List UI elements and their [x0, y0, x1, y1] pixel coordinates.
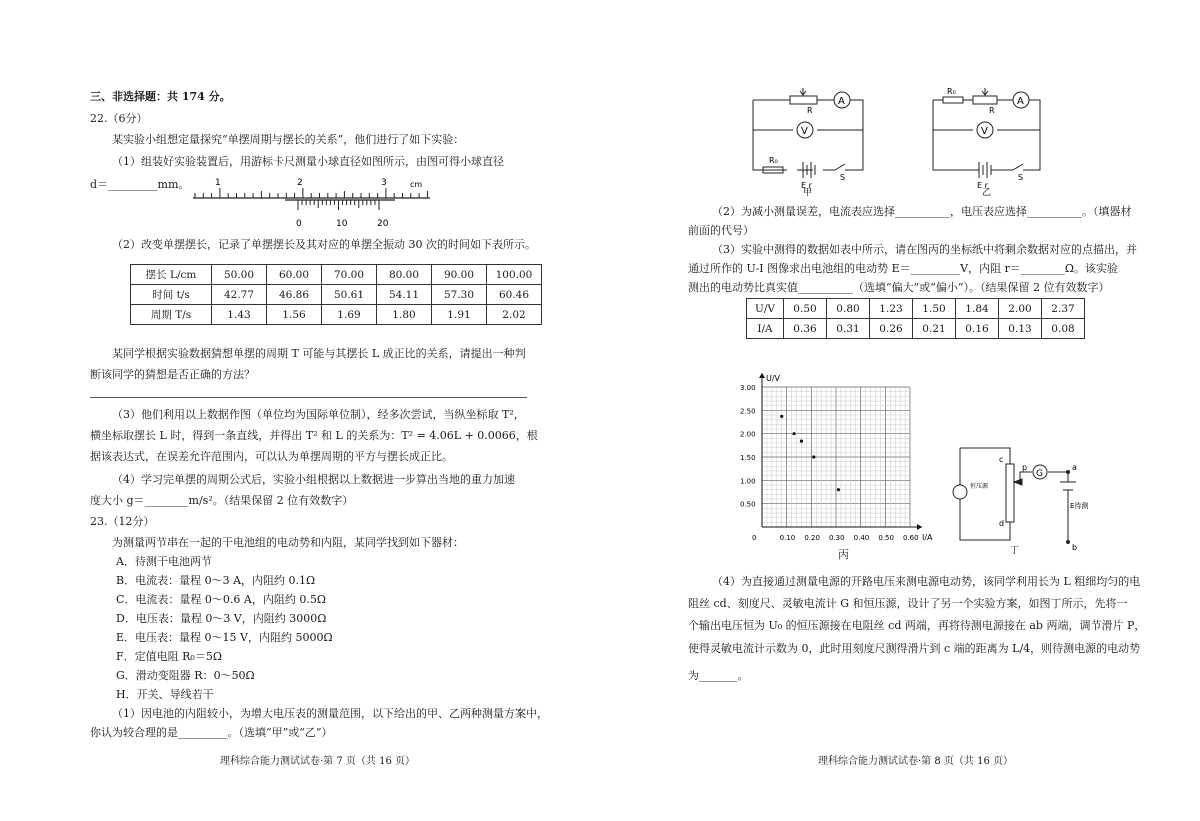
q23-item-b: B．电流表：量程 0～3 A，内阻约 0.1Ω — [116, 574, 316, 587]
terminal-b-dot — [1066, 540, 1070, 544]
x-axis-label: I/A — [922, 533, 933, 542]
x-tick-label: 0.50 — [878, 534, 894, 542]
constant-source-icon — [953, 485, 967, 499]
y-tick-label: 2.50 — [740, 407, 756, 416]
q23-item-a: A．待测干电池两节 — [116, 555, 212, 568]
table-cell: 0.21 — [913, 319, 956, 339]
q23-p1-line2: 你认为较合理的是_________。（选填“甲”或“乙”） — [90, 726, 333, 739]
x-tick-label: 0.40 — [853, 534, 870, 542]
table-cell: 1.69 — [322, 305, 377, 325]
label-d: d — [999, 519, 1005, 528]
page-footer-left: 理科综合能力测试试卷·第 7 页（共 16 页） — [220, 756, 415, 767]
row-label: U/V — [747, 299, 784, 319]
caliper-main-scale — [193, 188, 430, 198]
switch-label: S — [1018, 173, 1024, 182]
table-cell: 90.00 — [432, 265, 487, 285]
table-cell: 42.77 — [212, 285, 267, 305]
voltmeter-label: V — [801, 126, 808, 137]
table-row — [131, 265, 542, 285]
table-cell: 1.84 — [956, 299, 999, 319]
table-cell: 0.36 — [784, 319, 827, 339]
q23-item-d: D．电压表：量程 0～3 V，内阻约 3000Ω — [116, 612, 327, 625]
section-title: 三、非选择题：共 174 分。 — [90, 90, 231, 103]
table-cell: 54.11 — [377, 285, 432, 305]
table-cell: 2.37 — [1042, 299, 1085, 319]
row-label: 时间 t/s — [131, 285, 212, 305]
table-cell: 80.00 — [377, 265, 432, 285]
q23-p3-line2: 通过所作的 U-I 图像求出电池组的电动势 E＝_________V，内阻 r＝________Ω。该实验 — [688, 262, 1118, 275]
y-tick-label: 2.00 — [740, 430, 756, 439]
pendulum-table — [130, 264, 542, 325]
label-b: b — [1072, 543, 1078, 552]
table-cell: 46.86 — [267, 285, 322, 305]
q22-p1: （1）组装好实验装置后，用游标卡尺测量小球直径如图所示，由图可得小球直径 — [112, 155, 504, 168]
table-cell: 60.46 — [487, 285, 542, 305]
table-cell: 57.30 — [432, 285, 487, 305]
table-row — [747, 299, 1085, 319]
circuit-ding-caption: 丁 — [1010, 546, 1020, 556]
rheostat-label: R — [989, 106, 995, 115]
table-cell: 0.26 — [870, 319, 913, 339]
table-cell: 1.80 — [377, 305, 432, 325]
x-axis-arrow — [917, 524, 922, 530]
table-cell: 0.31 — [827, 319, 870, 339]
q22-p3-line2: 横坐标取摆长 L 时，得到一条直线，并得出 T² 和 L 的关系为：T² = 4.06L + 0.0066，根 — [90, 429, 538, 442]
data-point — [812, 455, 815, 458]
answer-line — [90, 397, 527, 398]
data-point — [780, 415, 783, 418]
y-tick-label: 3.00 — [740, 384, 756, 392]
circuit-jia-caption: 甲 — [803, 188, 813, 198]
circuit-yi-figure — [925, 80, 1055, 198]
ammeter-label: A — [838, 96, 845, 107]
table-cell: 2.02 — [487, 305, 542, 325]
table-row — [131, 285, 542, 305]
q23-p4-line3: 个输出电压恒为 U₀ 的恒压源接在电阻丝 cd 两端，再将待测电源接在 ab 两端，调节滑片 P， — [688, 619, 1146, 632]
q23-p4-line2: 阻丝 cd、刻度尺、灵敏电流计 G 和恒压源，设计了另一个实验方案，如图丁所示，先将一 — [688, 597, 1128, 610]
y-tick-label: 1.00 — [740, 477, 756, 486]
q22-number: 22.（6分） — [90, 112, 148, 125]
table-cell: 1.91 — [432, 305, 487, 325]
q22-p3-line1: （3）他们利用以上数据作图（单位均为国际单位制），经多次尝试，当纵坐标取 T²， — [112, 408, 525, 421]
vernier-caliper-figure — [185, 176, 435, 228]
row-label: I/A — [747, 319, 784, 339]
x-tick-label: 0 — [752, 534, 757, 542]
terminal-a-dot — [1066, 470, 1070, 474]
q22-p2: （2）改变单摆摆长，记录了单摆摆长及其对应的单摆全振动 30 次的时间如下表所示。 — [112, 238, 536, 251]
battery-label: E r — [977, 181, 988, 190]
q22-p4-line1: （4）学习完单摆的周期公式后，实验小组根据以上数据进一步算出当地的重力加速 — [112, 473, 515, 486]
y-axis-arrow — [759, 373, 765, 378]
q22-p3-line3: 据该表达式，在误差允许范围内，可以认为单摆周期的平方与摆长成正比。 — [90, 450, 453, 463]
table-cell: 100.00 — [487, 265, 542, 285]
x-tick-label: 0.60 — [903, 534, 919, 542]
label-a: a — [1072, 463, 1077, 472]
test-source-label: E待测 — [1070, 502, 1089, 510]
table-cell: 0.80 — [827, 299, 870, 319]
caliper-main-label-1: 1 — [215, 178, 221, 188]
q22-intro: 某实验小组想定量探究“单摆周期与摆长的关系”，他们进行了如下实验： — [112, 133, 465, 146]
table-row — [747, 319, 1085, 339]
q23-item-f: F．定值电阻 R₀＝5Ω — [116, 650, 222, 663]
q23-number: 23.（12分） — [90, 515, 155, 528]
q23-p4-line1: （4）为直接通过测量电源的开路电压来测电源电动势，该同学利用长为 L 粗细均匀的电 — [712, 575, 1141, 588]
q22-p4-line2: 度大小 g＝________m/s²。（结果保留 2 位有效数字） — [90, 494, 354, 507]
battery-label: E r — [801, 181, 812, 190]
table-cell: 0.16 — [956, 319, 999, 339]
label-p: p — [1022, 463, 1028, 472]
table-cell: 2.00 — [999, 299, 1042, 319]
ui-graph — [730, 362, 933, 562]
y-tick-label: 0.50 — [740, 500, 756, 509]
circuit-ding-figure — [948, 442, 1088, 554]
graph-bing-caption: 丙 — [838, 548, 849, 561]
table-cell: 0.08 — [1042, 319, 1085, 339]
table-cell: 1.56 — [267, 305, 322, 325]
caliper-vernier-label-20: 20 — [377, 219, 389, 229]
ui-data-table — [746, 298, 1085, 339]
galvanometer-label: G — [1036, 469, 1043, 479]
row-label: 摆长 L/cm — [131, 265, 212, 285]
switch-label: S — [840, 173, 846, 182]
q23-p2-line2: 前面的代号） — [688, 224, 754, 237]
page-footer-right: 理科综合能力测试试卷·第 8 页（共 16 页） — [818, 756, 1013, 767]
right-page — [600, 0, 1200, 821]
data-point — [837, 488, 840, 491]
q23-p1-line1: （1）因电池的内阻较小，为增大电压表的测量范围，以下给出的甲、乙两种测量方案中， — [112, 707, 548, 720]
table-cell: 0.13 — [999, 319, 1042, 339]
y-tick-label: 1.50 — [740, 454, 756, 462]
table-cell: 70.00 — [322, 265, 377, 285]
table-cell: 50.00 — [212, 265, 267, 285]
circuit-yi-caption: 乙 — [982, 188, 992, 198]
table-row — [131, 305, 542, 325]
q23-intro: 为测量两节串在一起的干电池组的电动势和内阻，某同学找到如下器材： — [112, 536, 464, 549]
x-tick-label: 0.30 — [829, 534, 845, 542]
row-label: 周期 T/s — [131, 305, 212, 325]
caliper-main-label-3: 3 — [381, 178, 387, 188]
q23-p2-line1: （2）为减小测量误差，电流表应选择__________，电压表应选择__________。（填器材 — [712, 205, 1132, 218]
caliper-vernier-label-0: 0 — [296, 219, 302, 229]
circuit-jia-figure — [745, 80, 875, 198]
caliper-vernier-label-10: 10 — [336, 219, 348, 229]
data-point — [792, 432, 795, 435]
caliper-vernier-scale — [285, 200, 395, 210]
q23-p4-line5: 为_______。 — [688, 669, 749, 682]
q23-item-g: G．滑动变阻器 R：0～50Ω — [116, 669, 255, 682]
table-cell: 0.50 — [784, 299, 827, 319]
x-tick-label: 0.10 — [779, 534, 796, 542]
table-cell: 60.00 — [267, 265, 322, 285]
q22-p1-answer: d＝_________mm。 — [90, 178, 190, 191]
q23-p3-line3: 测出的电动势比真实值__________（选填“偏大”或“偏小”）。（结果保留 2 位有效数字） — [688, 281, 1110, 294]
q23-p4-line4: 使得灵敏电流计示数为 0，此时用刻度尺测得滑片到 c 端的距离为 L/4，则待测电源的电动势 — [688, 642, 1141, 655]
constant-source-label: 恒压源 — [970, 483, 989, 490]
table-cell: 1.23 — [870, 299, 913, 319]
q23-item-e: E．电压表：量程 0～15 V，内阻约 5000Ω — [116, 631, 333, 644]
voltmeter-label: V — [981, 126, 988, 137]
ammeter-label: A — [1017, 96, 1024, 107]
r0-label: R₀ — [947, 87, 956, 96]
q23-item-h: H．开关、导线若干 — [116, 688, 214, 701]
rheostat-label: R — [807, 106, 813, 115]
table-cell: 1.43 — [212, 305, 267, 325]
data-point — [800, 440, 803, 443]
q23-item-c: C．电流表：量程 0～0.6 A，内阻约 0.5Ω — [116, 593, 326, 606]
caliper-main-label-2: 2 — [297, 178, 303, 188]
table-cell: 1.50 — [913, 299, 956, 319]
y-axis-label: U/V — [766, 374, 781, 383]
table-cell: 50.61 — [322, 285, 377, 305]
x-tick-label: 0.20 — [804, 534, 820, 542]
label-c: c — [999, 455, 1004, 464]
q22-p2b-line1: 某同学根据实验数据猜想单摆的周期 T 可能与其摆长 L 成正比的关系，请提出一种判 — [112, 347, 526, 360]
q23-p3-line1: （3）实验中测得的数据如表中所示，请在图丙的坐标纸中将剩余数据对应的点描出，并 — [712, 243, 1137, 256]
r0-label: R₀ — [769, 156, 778, 165]
q22-p2b-line2: 断该同学的猜想是否正确的方法？ — [90, 368, 255, 381]
caliper-unit-label: cm — [410, 180, 423, 189]
